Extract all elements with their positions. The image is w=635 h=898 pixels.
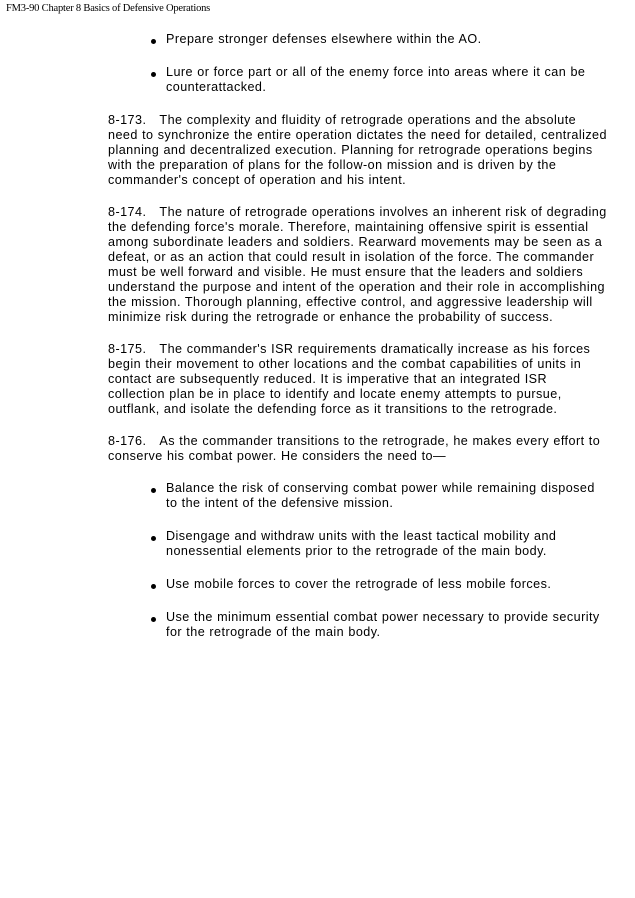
bullet-icon	[151, 584, 156, 589]
list-item	[166, 529, 608, 559]
list-item	[166, 481, 608, 511]
bullet-icon	[151, 536, 156, 541]
paragraph-8-173	[108, 113, 608, 188]
bullet-icon	[151, 488, 156, 493]
paragraph-text: The commander's ISR requirements dramatically increase as his forces begin their movement to other locations and the combat capabilities of units in contact are subsequently reduced. It is imperative that an integrated ISR collection plan be in place to identify and locate enemy attempts to pursue, outflank, and isolate the defending force as it transitions to the retrograde.	[108, 342, 591, 416]
list-item	[166, 65, 608, 95]
bullet-text: Lure or force part or all of the enemy force into areas where it can be counterattacked.	[166, 65, 586, 94]
paragraph-8-175	[108, 342, 608, 417]
paragraph-number: 8-173.	[108, 113, 147, 127]
list-item	[166, 32, 608, 47]
bullet-icon	[151, 72, 156, 77]
paragraph-8-176	[108, 434, 608, 464]
bullet-text: Disengage and withdraw units with the least tactical mobility and nonessential elements prior to the retrograde of the main body.	[166, 529, 557, 558]
paragraph-number: 8-174.	[108, 205, 147, 219]
bullet-text: Use the minimum essential combat power necessary to provide security for the retrograde of the main body.	[166, 610, 600, 639]
bullet-text: Prepare stronger defenses elsewhere within the AO.	[166, 32, 482, 46]
running-header: FM3-90 Chapter 8 Basics of Defensive Operations	[6, 3, 211, 14]
top-bullet-list	[108, 32, 608, 95]
paragraph-number: 8-176.	[108, 434, 147, 448]
bullet-text: Balance the risk of conserving combat power while remaining disposed to the intent of the defensive mission.	[166, 481, 595, 510]
bullet-icon	[151, 39, 156, 44]
paragraph-text: The complexity and fluidity of retrograde operations and the absolute need to synchronize the entire operation dictates the need for detailed, centralized planning and decentralized execution. Planning for retrograde operations begins with the preparation of plans for the follow-on mission and is driven by the commander's concept of operation and his intent.	[108, 113, 607, 187]
bullet-icon	[151, 617, 156, 622]
paragraph-text: As the commander transitions to the retrograde, he makes every effort to conserve his combat power. He considers the need to—	[108, 434, 601, 463]
paragraph-number: 8-175.	[108, 342, 147, 356]
document-body	[108, 32, 608, 658]
bottom-bullet-list	[108, 481, 608, 640]
paragraph-8-174	[108, 205, 608, 325]
bullet-text: Use mobile forces to cover the retrograde of less mobile forces.	[166, 577, 552, 591]
paragraph-text: The nature of retrograde operations involves an inherent risk of degrading the defending force's morale. Therefore, maintaining offensive spirit is essential among subordinate leaders and soldiers. Rearward movements may be seen as a defeat, or as an action that could result in isolation of the force. The commander must be well forward and visible. He must ensure that the leaders and soldiers understand the purpose and intent of the operation and their role in accomplishing the mission. Thorough planning, effective control, and aggressive leadership will minimize risk during the retrograde or enhance the probability of success.	[108, 205, 607, 324]
list-item	[166, 577, 608, 592]
list-item	[166, 610, 608, 640]
